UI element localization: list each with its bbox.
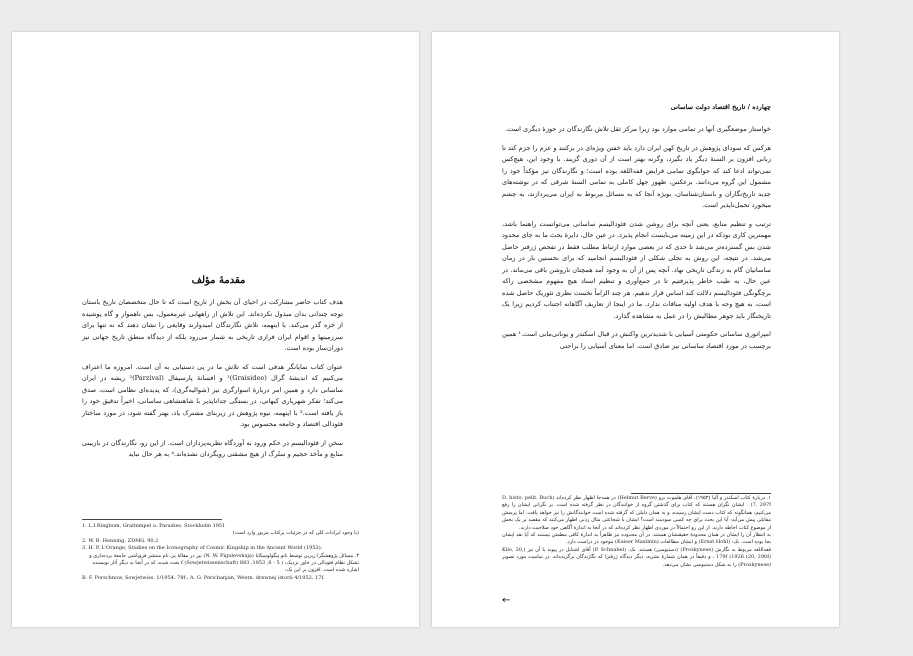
- paragraph: سخن از فئودالیسم در حکم ورود به آوردگاه نظریه‌پردازان است. از این رو، نگارندگان در بازبینی منابع و مآخذ حجیم و ستُرگ از هیچ مشقتی رویگردان نشده‌اند.⁴ به هر حال نباید: [82, 438, 343, 458]
- left-body-text: [82, 297, 343, 468]
- footnote-divider: [82, 519, 222, 520]
- paragraph: ترتیب و تنظیم منابع، یعنی آنچه برای روشن شدن فئودالیسم ساسانی می‌توانست راهنما باشد، مهمترین کاری بودکه در این زمینه می‌بایست انجام پذیرد. در عین حال، دایرهٔ بحث ما به جای محدود شدن بس گسترده‌تر می‌شد تا حدی که در بعضی موارد ارتباط مطلب فقط در تفحص ژرفتر حاصل می‌شد. در نتیجه، این روش به تجلی شکلی از فئودالیسم انجامید که برای نخستین بار در زمان ساسانیان گام به زندگی تاریخی نهاد. آنچه پس از آن به وجود آمد همچنان ناروشن باقی می‌ماند. در عین حال، به طیب خاطر پذیرفتیم تا در جمع‌آوری و تنظیم اسناد هیچ مفهوم مشخصی راکه برچگونگی فئودالیسم دلالت کند اساس قرار ندهیم. هر چند الزاماً نخست نظری تئوریک حاصل شده است، به هیچ وجه با هدف اولیه منافات ندارد. ما در اینجا از تعاریف آگاهانه اجتناب کردیم زیرا یک تاریخنگار باید جوهر مطالبش را در عمل به مشاهده گذارد.: [502, 219, 771, 320]
- left-page: [12, 32, 419, 627]
- paragraph: هرکس که سودای پژوهش در تاریخ کهن ایران دارد باید خفتن ویژه‌ای در برکنند و عزم را جزم کند تا زبانی افزون بر السنهٔ دیگر یاد بگیرد، وگرنه بهتر است از آن دوری گزیند. با وجود این، هیچ‌کس نمی‌تواند ادعا کند که جوابگوی تمامی فرایض قفه‌اللغه بوده است؛ و نگارندگان نیز مؤکداً خود را مشمول این گروه می‌دانند. برعکس، ظهور جهل کاملی به تمامی السنهٔ شرقی که در نوشته‌های جدید تاریخ‌نگاران و باستان‌شناسان، بویژه آنجا که به مسائل مربوط به ایران می‌پردازند، به چشم میخورد تحمل‌ناپذیر است.: [502, 143, 771, 209]
- footnote: قفه‌اللغه مربوط به نگارش (Proskynese) (دستبوسی) هستند. نک: (P. Schnabel) آقای اشنابل در پیوند با آن نیز (Klio, 20, 179f (1926 (20, 290f) ، و دقیقاً در همان شمارهٔ نشریه، دیگر دیدگاه ژرفترا که نگارندگان برگزیده‌اند. در تمامیت مورد تصویر (Proskynese) را به شکل دستبوسی نشان می‌دهد.: [502, 546, 772, 568]
- right-page: [432, 32, 839, 627]
- running-head: چهارده / تاریخ اقتصاد دولت ساسانی: [670, 103, 771, 111]
- paragraph: خواستار موضعگیری آنها در تمامی موارد بود زیرا مرکز ثقل تلاش نگارندگان در حوزهٔ دیگری است.: [505, 125, 771, 133]
- footnote-divider: [631, 493, 771, 494]
- page-title: مقدمهٔ مؤلف: [191, 275, 246, 286]
- paragraph: امپراتوری ساسانی حکومتی آسیایی با شدیدترین واکنش در قبال اسکندر و یونانی‌مابی است.¹ همین برچسب در مورد اقتصاد ساسانی نیز صادق است. اما معنای آسیایی را براحتی: [502, 330, 771, 350]
- footnote: 3. H. P. L'Orange, Studies on the Iconography of Cosmic Kingship in the Ancient World (1953).: [82, 545, 323, 552]
- paragraph: عنوان کتاب نمایانگر هدفی است که تلاش ما در پی دستیابی به آن است. امروزه ما اعتراف می‌کنیم که اندیشهٔ گرال (Graisidee)¹ و افسانهٔ پارسیفال (Parzival)² ریشه در ایران ساسانی دارد و همین امر دربارهٔ اسوارگری نیز (شوالیه‌گری)، که پدیده‌ای نظامی است، صدق می‌کند؛ تفکر شهریاری کیهانی، در بستگی جدانا‌پذیر با شاهنشاهی ساسانی، اخیراً تدقیق خود را باز یافته است.³ با اینهمه، نیوه پژوهش در زیربنای مشترک یاد، بهتر گفته شود، در مورد ساختار فئودالی اقتصاد و جامعه محسوس بود.: [82, 362, 343, 428]
- footnote: ۴. مسائل پژوهشگرا زیرین توسط بانو پیگولوسکایا (N. W. Pigulevskaja) نیز در مقالهٔ بی نام منتشر فروپاشی جامعهٔ برده‌داری و تشکل نظام فئودالی در خاور نزدیک، ( 5 - 6, 1953, 883 f (Sowjetwissenschaft) بحث شده، که در آنجا به دیگر آثار نویسنده اشاره شده است. افزون بر این نک:: [89, 552, 359, 574]
- paragraph: هدف کتاب حاضر مشارکت در احیای آن بخش از تاریخ است که تا حال متخصصان تاریخ باستان توجه چندانی بدان مبذول نکرده‌اند. این تلاش از راههایی غیرمعمول، بس ناهموار و گاه پوشیده از خزه گذر می‌کند. با اینهمه، تلاش نگارندگان امیدوارند وقایعی را نشان دهند که نه تنها برای سرزمینها و اقوام ایران فرازی تاریخی به شمار می‌رود بلکه از دیدگاه منطق تاریخ جهانی نیز دوران‌ساز بوده است.: [82, 298, 343, 352]
- footnote: 2. W. B. Henning, ZDMG. 90,2: [82, 537, 159, 544]
- footnote: B. F. Porschnow, Sowjetwiss. 1/1954. 78f.; A. G. Perichanjan, Westn. drewnej istorii 4/1952. 17f.: [82, 574, 325, 581]
- footnote: (با وجود ایرادات کلی که در جزئیات برکتاب مزبور وارد است): [232, 530, 359, 537]
- left-footnotes: [82, 523, 359, 582]
- footnote: 1. L.I.Ringbom, Graltempel u. Paradies. Stockholm 1951: [82, 523, 226, 529]
- continuation-arrow-icon: ←: [502, 595, 511, 606]
- right-body-text: [502, 124, 771, 359]
- footnote: به انتظار آن را ایشان در همان محدودهٔ حقیقتشان هستند. در آن محدوده نیز ظاهراً به اندازهٔ کافی مطمئن نیستند که آیا نقد ایشان بجا بوده است. نک: (Ernst Hohl) و ایشان مطالعات (Kaiser Maximin) موجود در دراست دارد.: [502, 532, 771, 546]
- footnote: ۱. دربارهٔ کتاب اسکندر و آلیا (۱۹۵۳)، آقای هلموت برو (Helmut Berve) در همه‌جا اظهار نظر کرده‌اند (D. histo. pelit. Buch 7, 297f) . ایشان نگران هستند که کتاب برای گذشتن گروه از خوانندگان در نظر گرفته شده است. بر نگرانی ایشان را رفع می‌کنیم: همانگونه که کتاب دست ایشان رسیده، و به همان دلیلی که گرفته شده است خوانندگانش را نیز خواهد یافت. اما پرسش مقابلی پیش می‌آید: آیا این بحث برای چه کسی سودمند است؟ ایشان با شجاعتی مثال زدنی اظهار می‌کنند که مقصد بر یک بخش از موضوع کتاب احاطه دارند. از این رو احتمالاً در موردی اظهار نظر کرده‌اند که در آنجا به اندازهٔ آگاهی خود صلاحیت دارند.: [502, 495, 771, 531]
- right-footnotes: [502, 495, 771, 569]
